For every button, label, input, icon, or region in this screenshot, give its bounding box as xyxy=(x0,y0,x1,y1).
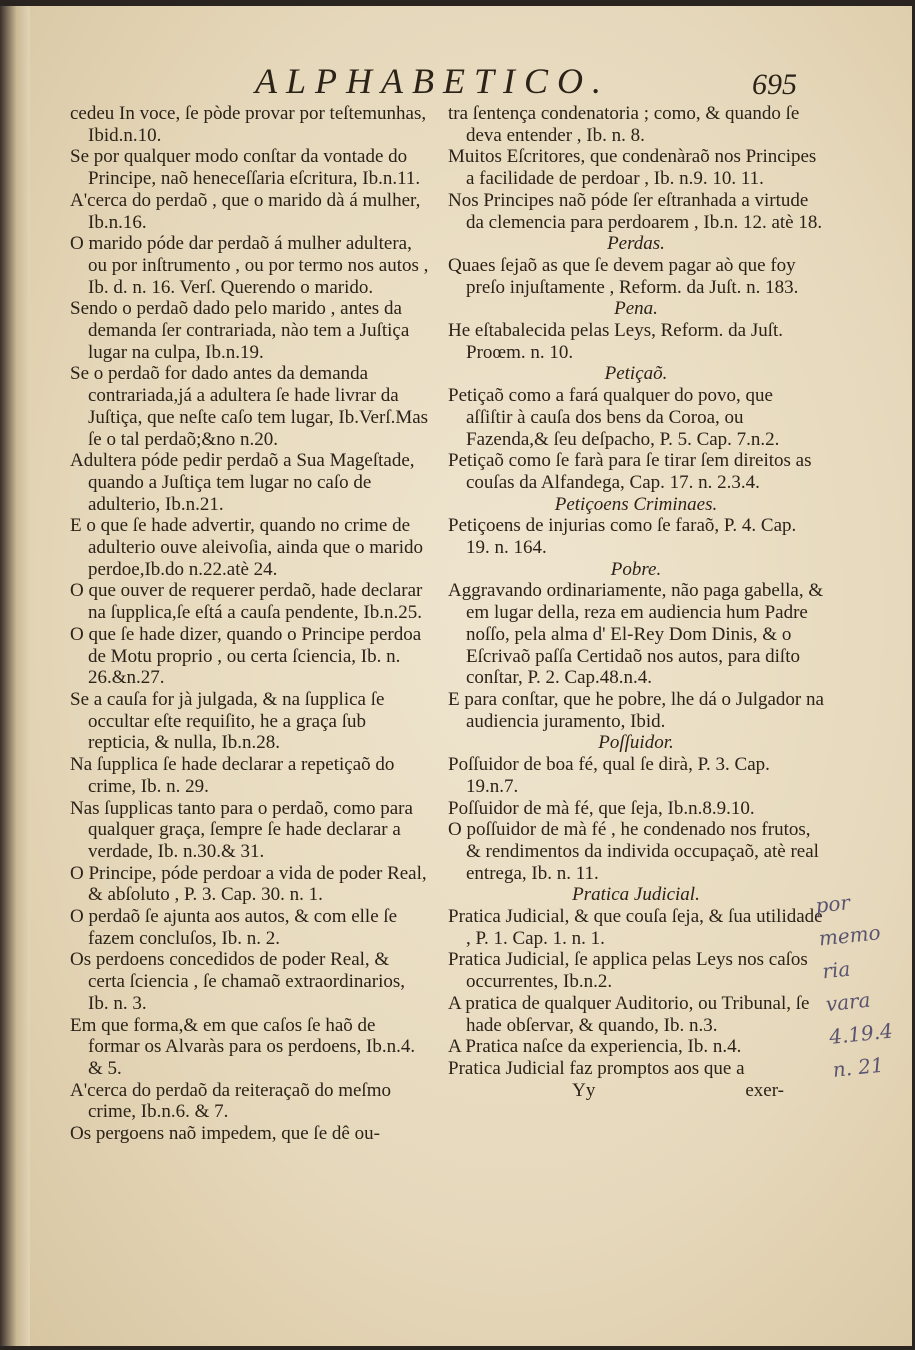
index-entry: O poſſuidor de mà fé , he condenado nos frutos, & rendimentos da individa occupaçaõ, atè real entrega, Ib. n. 11. xyxy=(448,819,819,884)
index-entry: Se a cauſa for jà julgada, & na ſupplica ſe occultar eſte requiſito, he a graça ſub repticia, & nulla, Ib.n.28. xyxy=(70,688,385,754)
margin-note-line: n. 21 xyxy=(831,1052,885,1082)
index-entry: Pratica Judicial, ſe applica pelas Leys nos caſos occurrentes, Ib.n.2. xyxy=(448,949,808,993)
page-number: 695 xyxy=(752,68,797,101)
index-entry: tra ſentença condenatoria ; como, & quando ſe deva entender , Ib. n. 8. xyxy=(448,103,800,146)
index-entry: Pratica Judicial faz promptos aos que a xyxy=(448,1057,745,1079)
section-heading: Perdas. xyxy=(607,233,665,255)
handwritten-margin-note xyxy=(814,883,898,1087)
index-entry: cedeu In voce, ſe pòde provar por teſtemunhas, Ibid.n.10. xyxy=(70,103,427,146)
book-page xyxy=(30,6,912,1346)
index-entry: O perdaõ ſe ajunta aos autos, & com elle ſe fazem concluſos, Ib. n. 2. xyxy=(70,906,398,949)
index-entry: Se por qualquer modo conſtar da vontade do Principe, naõ heneceſſaria eſcritura, Ib.n.11. xyxy=(70,146,421,190)
index-entry: E o que ſe hade advertir, quando no crime de adulterio ouve aleivoſia, ainda que o marido perdoe,Ib.do n.22.atè 24. xyxy=(70,515,424,580)
catchword-line xyxy=(448,1080,824,1102)
section-heading: Petiçaõ. xyxy=(604,363,668,385)
index-entry: O marido póde dar perdaõ á mulher adultera, ou por inſtrumento , ou por termo nos autos , Ib. d. n. 16. Verſ. Querendo o marido. xyxy=(70,233,429,298)
index-entry: Poſſuidor de boa fé, qual ſe dirà, P. 3. Cap. 19.n.7. xyxy=(448,754,770,797)
index-entry: E para conſtar, que he pobre, lhe dá o Julgador na audiencia juramento, Ibid. xyxy=(448,688,824,732)
index-entry: Petiçoens de injurias como ſe faraõ, P. 4. Cap. 19. n. 164. xyxy=(448,515,797,559)
left-column xyxy=(70,103,430,1145)
index-entry: A'cerca do perdaõ , que o marido dà á mulher, Ib.n.16. xyxy=(70,189,421,233)
index-entry: A Pratica naſce da experiencia, Ib. n.4. xyxy=(448,1036,742,1058)
index-entry: Na ſupplica ſe hade declarar a repetiçaõ do crime, Ib. n. 29. xyxy=(70,754,395,797)
section-heading: Pobre. xyxy=(610,558,662,580)
index-entry: O que ſe hade dizer, quando o Principe perdoa de Motu proprio , ou certa ſciencia, Ib. n. 26.&n.27. xyxy=(70,623,422,689)
index-entry: Sendo o perdaõ dado pelo marido , antes da demanda ſer contrariada, nào tem a Juſtiça lugar na culpa, Ib.n.19. xyxy=(70,298,410,363)
book-spine xyxy=(0,6,30,1346)
index-entry: Nas ſupplicas tanto para o perdaõ, como para qualquer graça, ſempre ſe hade declarar a verdade, Ib. n.30.& 31. xyxy=(70,797,413,862)
index-entry: Poſſuidor de mà fé, que ſeja, Ib.n.8.9.10. xyxy=(448,797,755,819)
margin-note-line: 4.19.4 xyxy=(828,1018,894,1049)
section-heading: Pena. xyxy=(614,298,658,320)
section-heading: Poſſuidor. xyxy=(598,732,674,754)
index-entry: Se o perdaõ for dado antes da demanda contrariada,já a adultera ſe hade livrar da Juſtiça, que neſte caſo tem lugar, Ib.Verſ.Mas ſe o tal perdaõ;&no n.20. xyxy=(70,363,429,450)
margin-note-line: memo xyxy=(817,920,882,951)
index-entry: Pratica Judicial, & que couſa ſeja, & ſua utilidade , P. 1. Cap. 1. n. 1. xyxy=(448,906,823,949)
index-entry: Adultera póde pedir perdaõ a Sua Mageſtade, quando a Juſtiça tem lugar no caſo de adulterio, Ib.n.21. xyxy=(70,450,415,515)
index-entry: He eſtabalecida pelas Leys, Reform. da Juſt. Proœm. n. 10. xyxy=(448,320,784,363)
page-header xyxy=(30,61,912,104)
running-head: ALPHABETICO. xyxy=(255,61,610,101)
margin-note-line: ria xyxy=(821,956,852,984)
index-entry: A'cerca do perdaõ da reiteraçaõ do meſmo crime, Ib.n.6. & 7. xyxy=(70,1079,391,1123)
index-entry: Os perdoens concedidos de poder Real, & certa ſciencia , ſe chamaõ extraordinarios, Ib. n. 3. xyxy=(70,949,406,1014)
index-entry: O que ouver de requerer perdaõ, hade declarar na ſupplica,ſe eſtá a cauſa pendente, Ib.n.25. xyxy=(70,580,423,624)
index-entry: Nos Principes naõ póde ſer eſtranhada a virtude da clemencia para perdoarem , Ib.n. 12. atè 18. xyxy=(448,189,823,233)
section-heading: Pratica Judicial. xyxy=(572,884,700,906)
index-entry: Muitos Eſcritores, que condenàraõ nos Principes a facilidade de perdoar , Ib. n.9. 10. 11. xyxy=(448,146,817,190)
index-entry: Petiçaõ como a fará qualquer do povo, que aſſiſtir à cauſa dos bens da Coroa, ou Fazenda,& ſeu deſpacho, P. 5. Cap. 7.n.2. xyxy=(448,385,780,450)
index-entry: Aggravando ordinariamente, não paga gabella, & em lugar della, reza em audiencia hum Padre noſſo, pela alma d' El-Rey Dom Dinis, & o Eſcrivaõ paſſa Certidaõ nos autos, para diſto conſtar, P. 2. Cap.48.n.4. xyxy=(448,580,824,689)
signature-mark: Yy xyxy=(572,1079,596,1101)
index-entry: Os pergoens naõ impedem, que ſe dê ou- xyxy=(70,1123,380,1145)
catchword: exer- xyxy=(745,1079,784,1101)
section-heading: Petiçoens Criminaes. xyxy=(554,493,718,515)
margin-note-line: por xyxy=(814,890,851,918)
index-entry: O Principe, póde perdoar a vida de poder Real, & abſoluto , P. 3. Cap. 30. n. 1. xyxy=(70,862,427,906)
index-entry: Em que forma,& em que caſos ſe haõ de formar os Alvaràs para os perdoens, Ib.n.4. & 5. xyxy=(70,1014,416,1079)
margin-note-line: vara xyxy=(824,987,872,1017)
index-entry: A pratica de qualquer Auditorio, ou Tribunal, ſe hade obſervar, & quando, Ib. n.3. xyxy=(448,992,810,1036)
index-entry: Quaes ſejaõ as que ſe devem pagar aò que foy preſo injuſtamente , Reform. da Juſt. n. 183. xyxy=(448,254,799,298)
right-column xyxy=(448,103,824,1101)
index-entry: Petiçaõ como ſe farà para ſe tirar ſem direitos as couſas da Alfandega, Cap. 17. n. 2.3.4. xyxy=(448,450,812,493)
